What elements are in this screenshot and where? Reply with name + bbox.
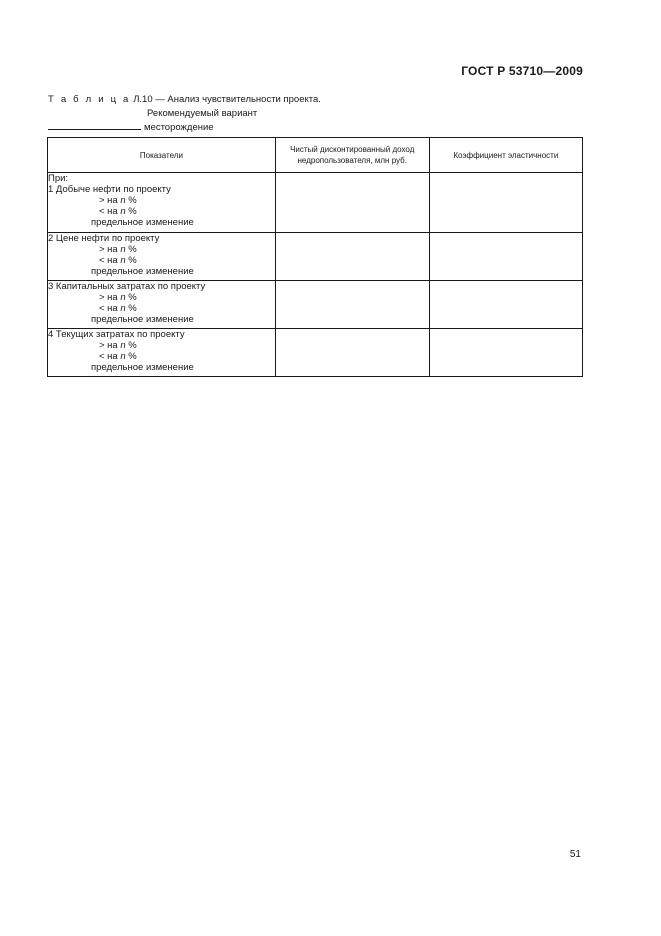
indicator-title: 1 Добыче нефти по проекту [48, 184, 171, 195]
decrease-line [48, 255, 275, 266]
unit-percent: % [128, 206, 137, 217]
column-header-indicators: Показатели [48, 138, 276, 173]
intro-label: При: [48, 173, 69, 184]
limit-change-label: предельное изменение [91, 266, 194, 277]
indicator-cell [48, 233, 276, 281]
limit-change-label: предельное изменение [91, 217, 194, 228]
npv-cell [275, 281, 429, 329]
decrease-line [48, 351, 275, 362]
field-name-blank [48, 121, 141, 130]
page-number: 51 [569, 849, 581, 860]
increase-line [48, 292, 275, 303]
document-code: ГОСТ Р 53710—2009 [461, 64, 583, 78]
unit-percent: % [128, 351, 137, 362]
indicator-title: 4 Текущих затратах по проекту [48, 329, 185, 340]
caption-field-line [48, 121, 214, 133]
limit-change-label: предельное изменение [91, 362, 194, 373]
increase-prefix: > на [99, 195, 118, 206]
increase-prefix: > на [99, 292, 118, 303]
caption-number: Л.10 [133, 94, 153, 105]
variable-n: n [120, 244, 126, 255]
increase-line [48, 195, 275, 206]
npv-cell [275, 233, 429, 281]
variable-n: n [120, 340, 126, 351]
table-row [48, 329, 583, 377]
decrease-line [48, 303, 275, 314]
unit-percent: % [128, 340, 137, 351]
decrease-line [48, 206, 275, 217]
elasticity-cell [429, 233, 582, 281]
table-row [48, 173, 583, 233]
elasticity-cell [429, 329, 582, 377]
unit-percent: % [128, 303, 137, 314]
indicator-title: 2 Цене нефти по проекту [48, 233, 160, 244]
indicator-cell [48, 281, 276, 329]
unit-percent: % [128, 292, 137, 303]
elasticity-cell [429, 281, 582, 329]
npv-cell [275, 173, 429, 233]
increase-prefix: > на [99, 340, 118, 351]
variable-n: n [120, 195, 126, 206]
variable-n: n [120, 303, 126, 314]
column-header-elasticity: Коэффициент эластичности [429, 138, 582, 173]
caption-prefix: Т а б л и ц а [48, 94, 131, 105]
table-row [48, 233, 583, 281]
indicator-cell [48, 329, 276, 377]
increase-line [48, 340, 275, 351]
increase-line [48, 244, 275, 255]
caption-title: — Анализ чувствительности проекта. [155, 94, 321, 105]
npv-cell [275, 329, 429, 377]
decrease-prefix: < на [99, 303, 118, 314]
indicator-cell [48, 173, 276, 233]
table-header-row [48, 138, 583, 173]
variable-n: n [120, 255, 126, 266]
unit-percent: % [128, 244, 137, 255]
table-row [48, 281, 583, 329]
decrease-prefix: < на [99, 351, 118, 362]
decrease-prefix: < на [99, 255, 118, 266]
table-caption [48, 94, 321, 105]
unit-percent: % [128, 195, 137, 206]
variable-n: n [120, 206, 126, 217]
caption-field-label: месторождение [144, 122, 214, 133]
variable-n: n [120, 292, 126, 303]
sensitivity-table [47, 137, 583, 377]
variable-n: n [120, 351, 126, 362]
unit-percent: % [128, 255, 137, 266]
caption-variant: Рекомендуемый вариант [147, 108, 258, 119]
increase-prefix: > на [99, 244, 118, 255]
limit-change-label: предельное изменение [91, 314, 194, 325]
column-header-npv [275, 138, 429, 173]
column-header-npv-label: Чистый дисконтированный доход недропользователя, млн руб. [290, 145, 415, 165]
indicator-title: 3 Капитальных затратах по проекту [48, 281, 206, 292]
decrease-prefix: < на [99, 206, 118, 217]
elasticity-cell [429, 173, 582, 233]
